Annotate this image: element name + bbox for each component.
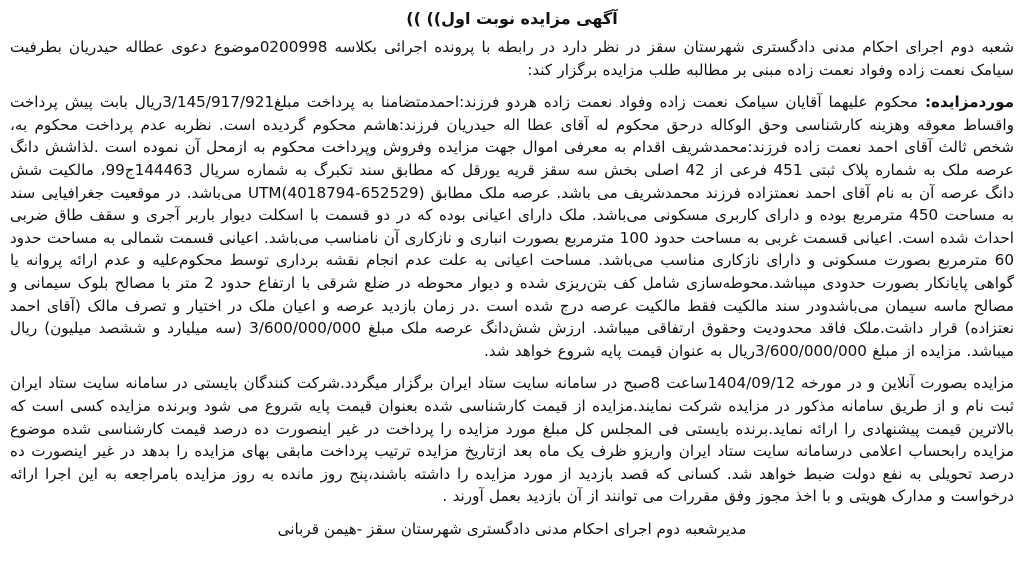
notice-signature: مدیرشعبه دوم اجرای احکام مدنی دادگستری شهرستان سقز -هیمن قربانی [277,519,747,538]
notice-intro-paragraph: شعبه دوم اجرای احکام مدنی دادگستری شهرستان سقز در نظر دارد در رابطه با پرونده اجرائی بکلاسه 0200998موضوع دعوی عطاله حیدریان بطرفیت سیامک نعمت زاده وفواد نعمت زاده مبنی بر مطالبه طلب مزایده برگزار کند: [10,38,1014,79]
auction-subject-paragraph [10,91,1014,362]
auction-terms-paragraph: مزایده بصورت آنلاین و در مورخه 1404/09/12ساعت 8صبح در سامانه سایت ستاد ایران برگزار میگردد.شرکت کنندگان بایستی در سامانه سایت ستاد ایران ثبت نام و از طریق سامانه مذکور در مزایده شرکت نمایند.مزایده از قیمت کارشناسی شده بعنوان قیمت پایه شروع می شود وبرنده مزایده کسی است که بالاترین قیمت پیشنهادی را ارائه نماید.برنده بایستی فی المجلس کل مبلغ مورد مزایده را پرداخت در غیر اینصورت ده درصد قیمت کارشناسی شده موضوع مزایده رابحساب اعلامی درسامانه سایت ستاد ایران واریزو ظرف یک ماه بعد ازتاریخ مزایده ترتیب پرداخت مابقی بهای مزایده را بدهد در غیر اینصورت ده درصد تحویلی به نفع دولت ضبط خواهد شد. کسانی که قصد بازدید از مورد مزایده را داشته باشند،پنج روز مانده به روز مزایده بامراجعه به این اجرا ارائه درخواست و مدارک هویتی و با اخذ مجوز وفق مقررات می توانند از آن بازدید بعمل آورند . [10,374,1015,506]
auction-subject-text: محکوم علیهما آقایان سیامک نعمت زاده وفواد نعمت زاده هردو فرزند:احمدمتضامنا به پرداخت مبلغ3/145/917/921ریال بابت پیش پرداخت واقساط معوقه وهزینه کارشناسی وحق الوکاله درحق محکوم له آقای عطا اله حیدریان فرزند:هاشم محکوم گردیده است. نظربه عدم پرداخت محکوم به، شخص ثالث آقای احمد نعمت زاده فرزند:محمدشریف اقدام به معرفی اموال جهت مزایده وفروش وپرداخت محکوم به ازمحل آن نموده است .لذاشش دانگ عرصه ملک به شماره پلاک ثبتی 451 فرعی از 42 اصلی بخش سه سقز قریه یورقل که مطابق سند تکبرگ به شماره سریال 144463ج99، مالکیت شش دانگ عرصه آن به نام آقای احمد نعمتزاده فرزند محمدشریف می باشد. عرصه ملک مطابق (652529-4018794)UTM می‌باشد. در موقعیت جغرافیایی سند به مساحت 450 مترمربع بوده و دارای کاربری مسکونی می‌باشد. ملک دارای اعیانی بوده که در دو قسمت با اسکلت دیوار باربر آجری و سقف طاق ضربی احداث شده است. اعیانی قسمت غربی به مساحت حدود 100 مترمربع بصورت انباری و نازکاری آن نامناسب می‌باشد. اعیانی قسمت شمالی به مساحت حدود 60 مترمربع بصورت مسکونی و دارای نازکاری مناسب می‌باشد. مساحت اعیانی به علت عدم انجام نقشه برداری توسط محکوم‌علیه و عدم ارائه پروانه یا گواهی پایانکار بصورت حدودی میباشد.محوطه‌سازی شامل کف بتن‌ریزی شده و دیوار محوطه در ضلع شرقی با ارتفاع حدود 2 متر با مصالح بلوک سیمانی و مصالح ماسه سیمان می‌باشدودر سند مالکیت فقط مالکیت عرصه درج شده است .در زمان بازدید عرصه و اعیان ملک در اختیار و تصرف مالک (آقای احمد نعتزاده) قرار داشت.ملک فاقد محدودیت وحقوق ارتفاقی میباشد. ارزش شش‌دانگ عرصه ملک مبلغ 3/600/000/000 (سه میلیارد و ششصد میلیون) ریال میباشد. مزایده از مبلغ 3/600/000/000ریال به عنوان قیمت پایه شروع خواهد شد. [10,93,1015,360]
auction-subject-label: موردمزایده: [924,93,1015,112]
notice-title: آگهی مزایده نوبت اول)) )) [406,9,618,28]
